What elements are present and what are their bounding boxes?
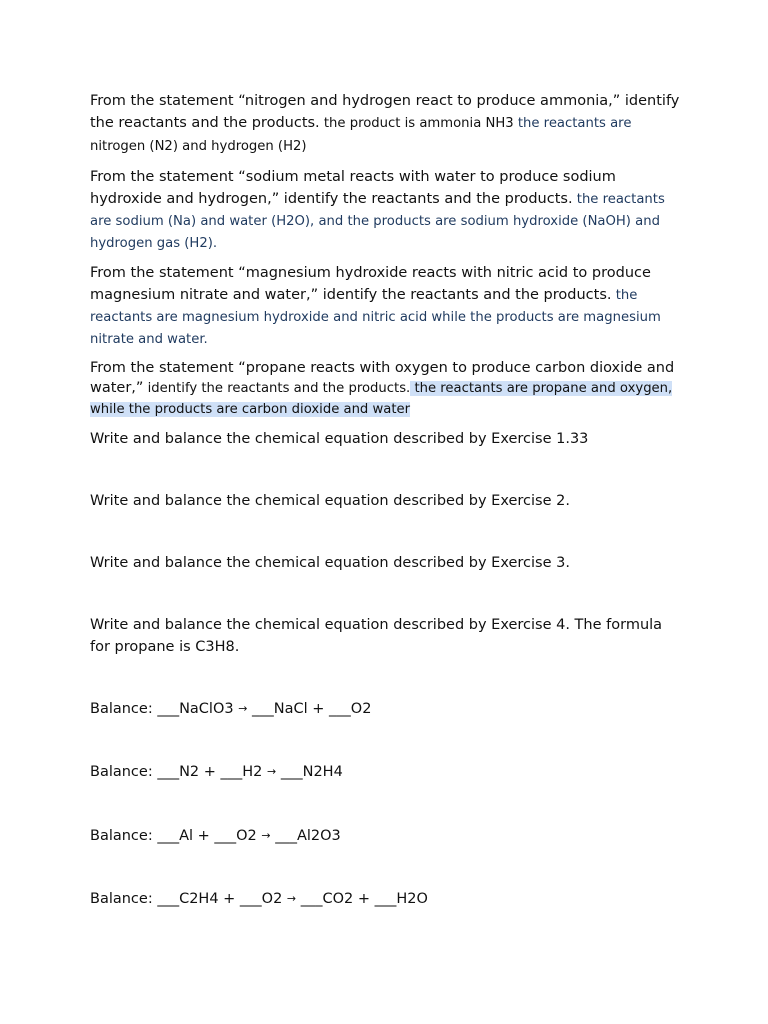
question-text: From the statement “magnesium hydroxide reacts with nitric acid to produce magnesium nitrate and water,” identify the reactants and the products. — [90, 265, 651, 303]
question-text: identify the reactants and the products. — [143, 381, 411, 396]
document-body — [90, 90, 680, 911]
exercise-2: Write and balance the chemical equation described by Exercise 2. — [90, 493, 570, 509]
question-text: From the statement “sodium metal reacts with water to produce sodium hydroxide and hydrogen,” identify the reactants and the products. — [90, 169, 616, 207]
balance-equation-1 — [90, 698, 680, 721]
equation-left: Balance: ___Al + ___O2 — [90, 828, 262, 844]
question-paragraph-2 — [90, 166, 680, 254]
equation-left: Balance: ___NaClO3 — [90, 701, 239, 717]
question-text: From the statement “propane reacts with oxygen to produce carbon dioxide and water,” — [90, 360, 675, 396]
arrow-icon: → — [267, 765, 277, 778]
arrow-icon: → — [286, 892, 297, 905]
equation-right: ___Al2O3 — [270, 828, 341, 844]
arrow-icon: → — [238, 702, 248, 715]
highlighted-answer-text: the reactants are propane and oxygen, while the products are carbon dioxide and water — [90, 381, 673, 417]
exercise-4: Write and balance the chemical equation described by Exercise 4. The formula for propane is C3H8. — [90, 617, 663, 655]
exercise-1: Write and balance the chemical equation described by Exercise 1.33 — [90, 431, 589, 447]
balance-equation-3 — [90, 825, 680, 848]
exercise-3: Write and balance the chemical equation described by Exercise 3. — [90, 555, 570, 571]
arrow-icon: → — [261, 829, 271, 842]
equation-left: Balance: ___N2 + ___H2 — [90, 764, 268, 780]
balance-equation-2 — [90, 761, 680, 784]
question-text: From the statement “nitrogen and hydrogen react to produce ammonia,” identify the reactants and the products. — [90, 93, 680, 131]
question-paragraph-4 — [90, 358, 680, 420]
answer-text: the product is ammonia NH3 — [319, 116, 514, 131]
answer-text: the reactants are magnesium hydroxide and nitric acid while the products are magnesium nitrate and water. — [90, 288, 661, 347]
equation-left: Balance: ___C2H4 + ___O2 — [90, 891, 287, 907]
question-paragraph-1 — [90, 90, 680, 158]
equation-right: ___CO2 + ___H2O — [296, 891, 428, 907]
answer-text: nitrogen (N2) and hydrogen (H2) — [90, 139, 307, 154]
answer-text: the reactants are sodium (Na) and water (H2O), and the products are sodium hydroxide (NaOH) and hydrogen gas (H2). — [90, 192, 665, 251]
question-paragraph-3 — [90, 262, 680, 350]
equation-right: ___N2H4 — [276, 764, 343, 780]
balance-equation-4 — [90, 888, 680, 911]
answer-text: the reactants are — [513, 116, 632, 131]
equation-right: ___NaCl + ___O2 — [247, 701, 372, 717]
